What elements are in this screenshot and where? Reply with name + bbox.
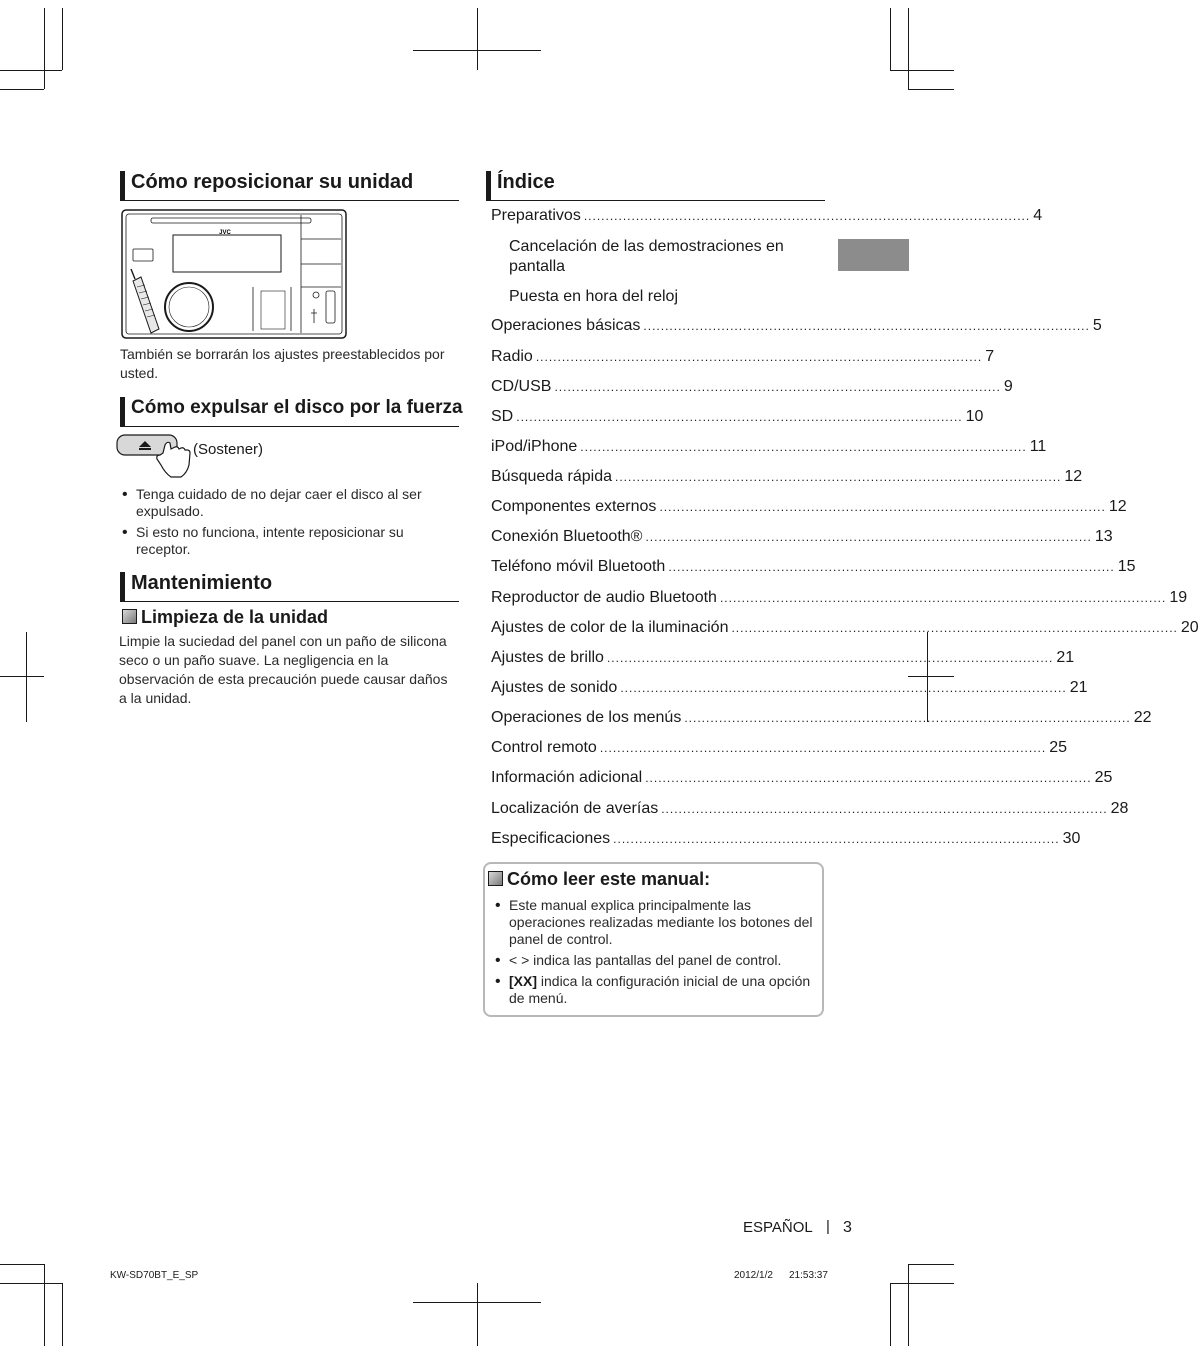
- toc-entry[interactable]: Ajustes de color de la iluminación ....................................................................................................... 20: [491, 619, 1199, 636]
- eject-section-heading: Cómo expulsar el disco por la fuerza: [120, 397, 459, 427]
- toc-entry[interactable]: Teléfono móvil Bluetooth ....................................................................................................... 15: [491, 558, 1136, 575]
- toc-entry[interactable]: Información adicional ....................................................................................................... 25: [491, 769, 1113, 786]
- eject-button-illustration: [115, 433, 195, 481]
- list-item: • Si esto no funciona, intente reposicionar su receptor.: [120, 524, 456, 558]
- toc-entry[interactable]: Componentes externos ....................................................................................................... 12: [491, 498, 1127, 515]
- toc-entry[interactable]: Ajustes de brillo ....................................................................................................... 21: [491, 649, 1075, 666]
- reset-section-heading: Cómo reposicionar su unidad: [120, 171, 459, 201]
- toc-entry[interactable]: Control remoto ....................................................................................................... 25: [491, 739, 1068, 756]
- list-item: • Tenga cuidado de no dejar caer el disco al ser expulsado.: [120, 486, 456, 520]
- eject-bullets: [120, 486, 456, 562]
- toc-entry[interactable]: Operaciones de los menús ....................................................................................................... 22: [491, 709, 1152, 726]
- print-time: 21:53:37: [789, 1270, 828, 1281]
- footer-language: ESPAÑOL: [743, 1219, 813, 1236]
- index-section-heading: Índice: [486, 171, 825, 201]
- list-item: • < > indica las pantallas del panel de control.: [493, 952, 818, 969]
- toc-entry[interactable]: Localización de averías ....................................................................................................... 28: [491, 800, 1129, 817]
- toc-entry[interactable]: Operaciones básicas ....................................................................................................... 5: [491, 317, 1102, 334]
- maintenance-section-heading: Mantenimiento: [120, 572, 459, 602]
- cleaning-subheading: Limpieza de la unidad: [122, 607, 328, 628]
- cleaning-body: Limpie la suciedad del panel con un paño de silicona seco o un paño suave. La negligencia en la observación de esta precaución puede causar daños a la unidad.: [119, 633, 448, 706]
- how-to-read-box: [483, 862, 824, 1017]
- square-bullet-icon: [488, 871, 503, 886]
- toc-entry[interactable]: Preparativos ....................................................................................................... 4: [491, 207, 1043, 224]
- toc-entry[interactable]: Especificaciones ....................................................................................................... 30: [491, 830, 1081, 847]
- file-id: KW-SD70BT_E_SP: [110, 1270, 199, 1281]
- toc-entry[interactable]: Conexión Bluetooth® ....................................................................................................... 13: [491, 528, 1113, 545]
- how-to-read-bullets: [493, 897, 818, 1011]
- toc-entry[interactable]: Ajustes de sonido ....................................................................................................... 21: [491, 679, 1088, 696]
- reset-note: También se borrarán los ajustes preestablecidos por usted.: [120, 346, 445, 381]
- toc-sub-entry[interactable]: Puesta en hora del reloj: [509, 288, 678, 305]
- device-illustration: [121, 209, 347, 339]
- toc-sub-entry[interactable]: Cancelación de las demostraciones en pantalla: [509, 238, 784, 275]
- toc-entry[interactable]: SD ....................................................................................................... 10: [491, 408, 984, 425]
- default-marker-desc: indica la configuración inicial de una opción de menú.: [509, 973, 811, 1006]
- hold-label: (Sostener): [193, 441, 264, 458]
- language-tab: [838, 239, 909, 271]
- print-date: 2012/1/2: [734, 1270, 773, 1281]
- footer-separator: |: [826, 1218, 830, 1235]
- page-number: 3: [843, 1219, 852, 1236]
- default-marker: [XX]: [509, 973, 537, 989]
- toc-entry[interactable]: iPod/iPhone ....................................................................................................... 11: [491, 438, 1047, 455]
- toc-entry[interactable]: Reproductor de audio Bluetooth ....................................................................................................... 19: [491, 589, 1188, 606]
- toc-entry[interactable]: Búsqueda rápida ....................................................................................................... 12: [491, 468, 1083, 485]
- list-item: • Este manual explica principalmente las operaciones realizadas mediante los botones del panel de control.: [493, 897, 818, 948]
- square-bullet-icon: [122, 609, 137, 624]
- toc-entry[interactable]: CD/USB ....................................................................................................... 9: [491, 378, 1013, 395]
- list-item: [493, 973, 818, 1007]
- how-to-read-heading: Cómo leer este manual:: [488, 869, 710, 890]
- toc-entry[interactable]: Radio ....................................................................................................... 7: [491, 348, 995, 365]
- device-brand-logo: JVC: [219, 230, 231, 236]
